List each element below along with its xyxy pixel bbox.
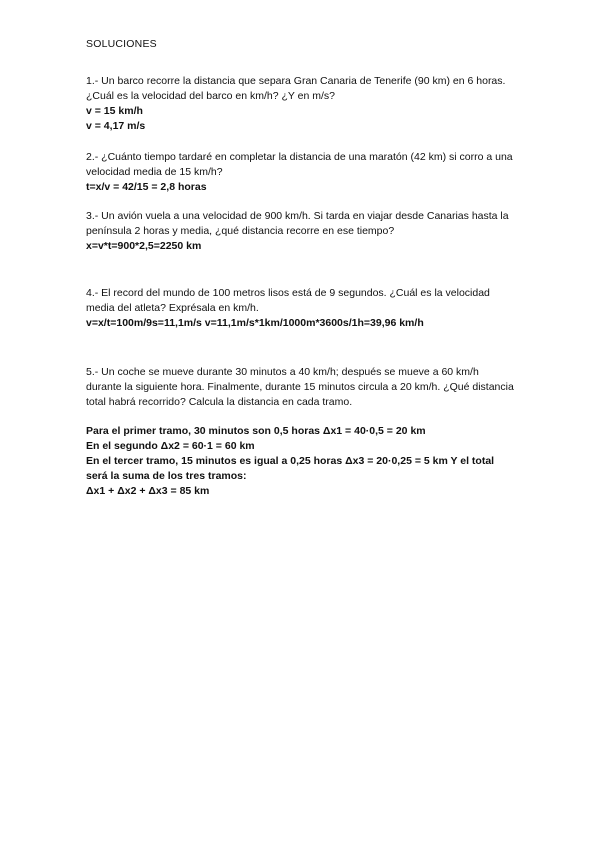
problem-5-solution [86, 424, 516, 499]
problem-5-answer-4: Δx1 + Δx2 + Δx3 = 85 km [86, 485, 210, 497]
problem-3-answer-1: x=v*t=900*2,5=2250 km [86, 240, 202, 252]
problem-3-question: 3.- Un avión vuela a una velocidad de 900 km/h. Si tarda en viajar desde Canarias hasta la península 2 horas y media, ¿qué distancia recorre en ese tiempo? [86, 210, 509, 237]
problem-1-answer-1: v = 15 km/h [86, 105, 143, 117]
problem-1-answer-2: v = 4,17 m/s [86, 120, 146, 132]
problem-1 [86, 74, 516, 134]
problem-2-answer-1: t=x/v = 42/15 = 2,8 horas [86, 181, 207, 193]
problem-3 [86, 209, 516, 254]
problem-5-answer-3: En el tercer tramo, 15 minutos es igual a 0,25 horas Δx3 = 20·0,25 = 5 km Y el total será la suma de los tres tramos: [86, 455, 495, 482]
problem-1-question: 1.- Un barco recorre la distancia que separa Gran Canaria de Tenerife (90 km) en 6 horas. ¿Cuál es la velocidad del barco en km/h? ¿Y en m/s? [86, 75, 506, 102]
problem-4 [86, 286, 516, 331]
document-content [86, 37, 516, 499]
problem-5 [86, 365, 516, 410]
problem-4-answer-1: v=x/t=100m/9s=11,1m/s v=11,1m/s*1km/1000m*3600s/1h=39,96 km/h [86, 317, 424, 329]
page-title: SOLUCIONES [86, 38, 157, 50]
problem-5-answer-2: En el segundo Δx2 = 60·1 = 60 km [86, 440, 255, 452]
problem-2 [86, 150, 516, 195]
problem-5-question: 5.- Un coche se mueve durante 30 minutos a 40 km/h; después se mueve a 60 km/h durante la siguiente hora. Finalmente, durante 15 minutos circula a 20 km/h. ¿Qué distancia total habrá recorrido? Calcula la distancia en cada tramo. [86, 366, 514, 408]
problem-4-question: 4.- El record del mundo de 100 metros lisos está de 9 segundos. ¿Cuál es la velocidad media del atleta? Exprésala en km/h. [86, 287, 490, 314]
problem-5-answer-1: Para el primer tramo, 30 minutos son 0,5 horas Δx1 = 40·0,5 = 20 km [86, 425, 426, 437]
problem-2-question: 2.- ¿Cuánto tiempo tardaré en completar la distancia de una maratón (42 km) si corro a una velocidad media de 15 km/h? [86, 151, 513, 178]
